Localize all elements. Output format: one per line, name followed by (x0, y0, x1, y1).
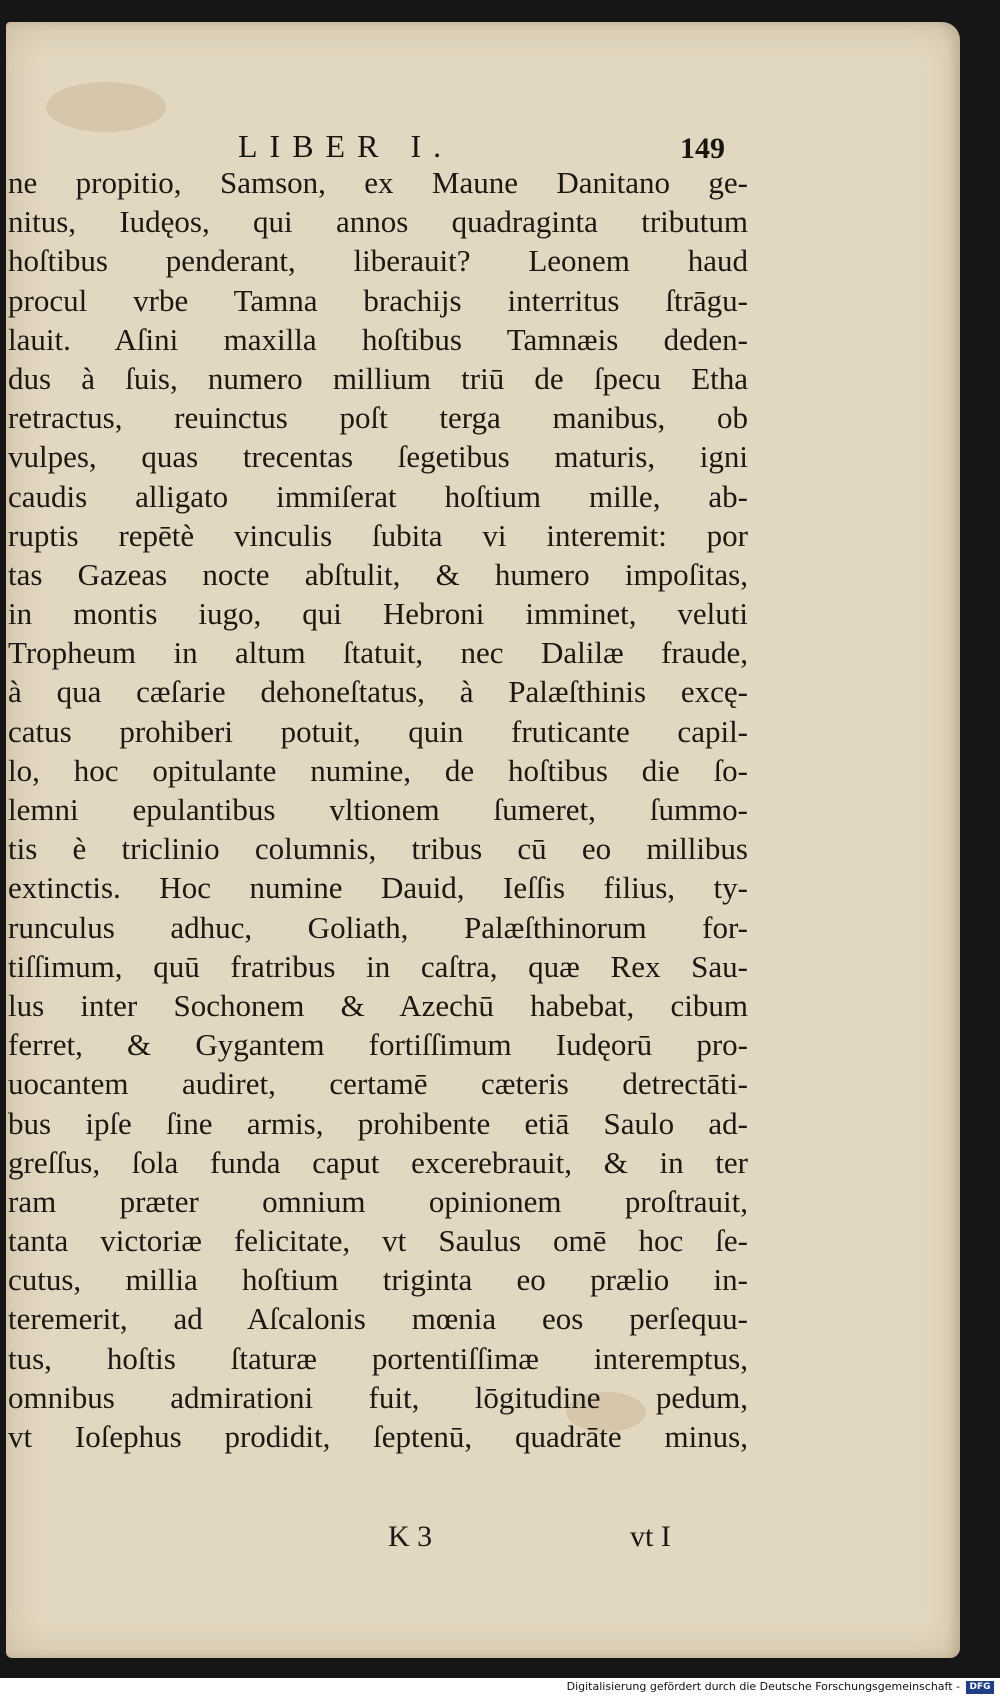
catchword: vt I (630, 1520, 671, 1553)
text-line: lo, hoc opitulante numine, de hoſtibus die ſo- (8, 752, 748, 788)
text-line: cutus, millia hoſtium triginta eo prælio in- (8, 1262, 748, 1298)
signature-mark: K 3 (388, 1520, 433, 1553)
text-line: nitus, Iudęos, qui annos quadraginta tributum (8, 204, 748, 240)
running-title: LIBER I. (238, 128, 454, 164)
text-line: vt Ioſephus prodidit, ſeptenū, quadrāte minus, (8, 1419, 748, 1454)
scan-credit-bar (0, 1678, 1000, 1698)
text-line: in montis iugo, qui Hebroni imminet, veluti (8, 596, 748, 632)
text-line: runculus adhuc, Goliath, Palæſthinorum for- (8, 909, 748, 945)
text-line: ne propitio, Samson, ex Maune Danitano ge- (8, 165, 748, 200)
dfg-logo: DFG (966, 1681, 994, 1694)
text-line: tus, hoſtis ſtaturæ portentiſſimæ interemptus, (8, 1340, 748, 1376)
text-line: extinctis. Hoc numine Dauid, Ieſſis filius, ty- (8, 870, 748, 906)
text-line: tis è triclinio columnis, tribus cū eo millibus (8, 831, 748, 867)
text-line: dus à ſuis, numero millium triū de ſpecu Etha (8, 360, 748, 396)
running-head (0, 128, 760, 168)
body-text (8, 163, 748, 1456)
text-line: retractus, reuinctus poſt terga manibus, ob (8, 400, 748, 436)
text-line: ram præter omnium opinionem proſtrauit, (8, 1183, 748, 1219)
scan-credit-text: Digitalisierung gefördert durch die Deutsche Forschungsgemeinschaft - (566, 1680, 960, 1693)
text-line: catus prohiberi potuit, quin fruticante capil- (8, 713, 748, 749)
text-line: tas Gazeas nocte abſtulit, & humero impoſitas, (8, 556, 748, 592)
page-footer (0, 1520, 760, 1560)
paper-stain (46, 82, 166, 132)
page-number: 149 (680, 132, 725, 165)
text-line: bus ipſe ſine armis, prohibente etiā Saulo ad- (8, 1105, 748, 1141)
text-line: greſſus, ſola funda caput excerebrauit, & in ter (8, 1144, 748, 1180)
text-line: teremerit, ad Aſcalonis mœnia eos perſequu- (8, 1301, 748, 1337)
text-line: Tropheum in altum ſtatuit, nec Dalilæ fraude, (8, 635, 748, 671)
text-line: hoſtibus penderant, liberauit? Leonem haud (8, 243, 748, 279)
text-line: ferret, & Gygantem fortiſſimum Iudęorū pro- (8, 1027, 748, 1063)
text-line: à qua cæſarie dehoneſtatus, à Palæſthinis excę- (8, 674, 748, 710)
text-line: uocantem audiret, certamē cæteris detrectāti- (8, 1066, 748, 1102)
text-line: lemni epulantibus vltionem ſumeret, ſummo- (8, 792, 748, 827)
text-line: ruptis repētè vinculis ſubita vi interemit: por (8, 517, 748, 553)
text-line: caudis alligato immiſerat hoſtium mille, ab- (8, 478, 748, 514)
text-line: lauit. Aſini maxilla hoſtibus Tamnæis deden- (8, 321, 748, 357)
text-line: vulpes, quas trecentas ſegetibus maturis, igni (8, 439, 748, 475)
text-line: lus inter Sochonem & Azechū habebat, cibum (8, 987, 748, 1023)
text-line: procul vrbe Tamna brachijs interritus ſtrāgu- (8, 282, 748, 318)
text-line: omnibus admirationi fuit, lōgitudine pedum, (8, 1379, 748, 1415)
text-line: tanta victoriæ felicitate, vt Saulus omē hoc ſe- (8, 1223, 748, 1259)
text-line: tiſſimum, quū fratribus in caſtra, quæ Rex Sau- (8, 948, 748, 984)
